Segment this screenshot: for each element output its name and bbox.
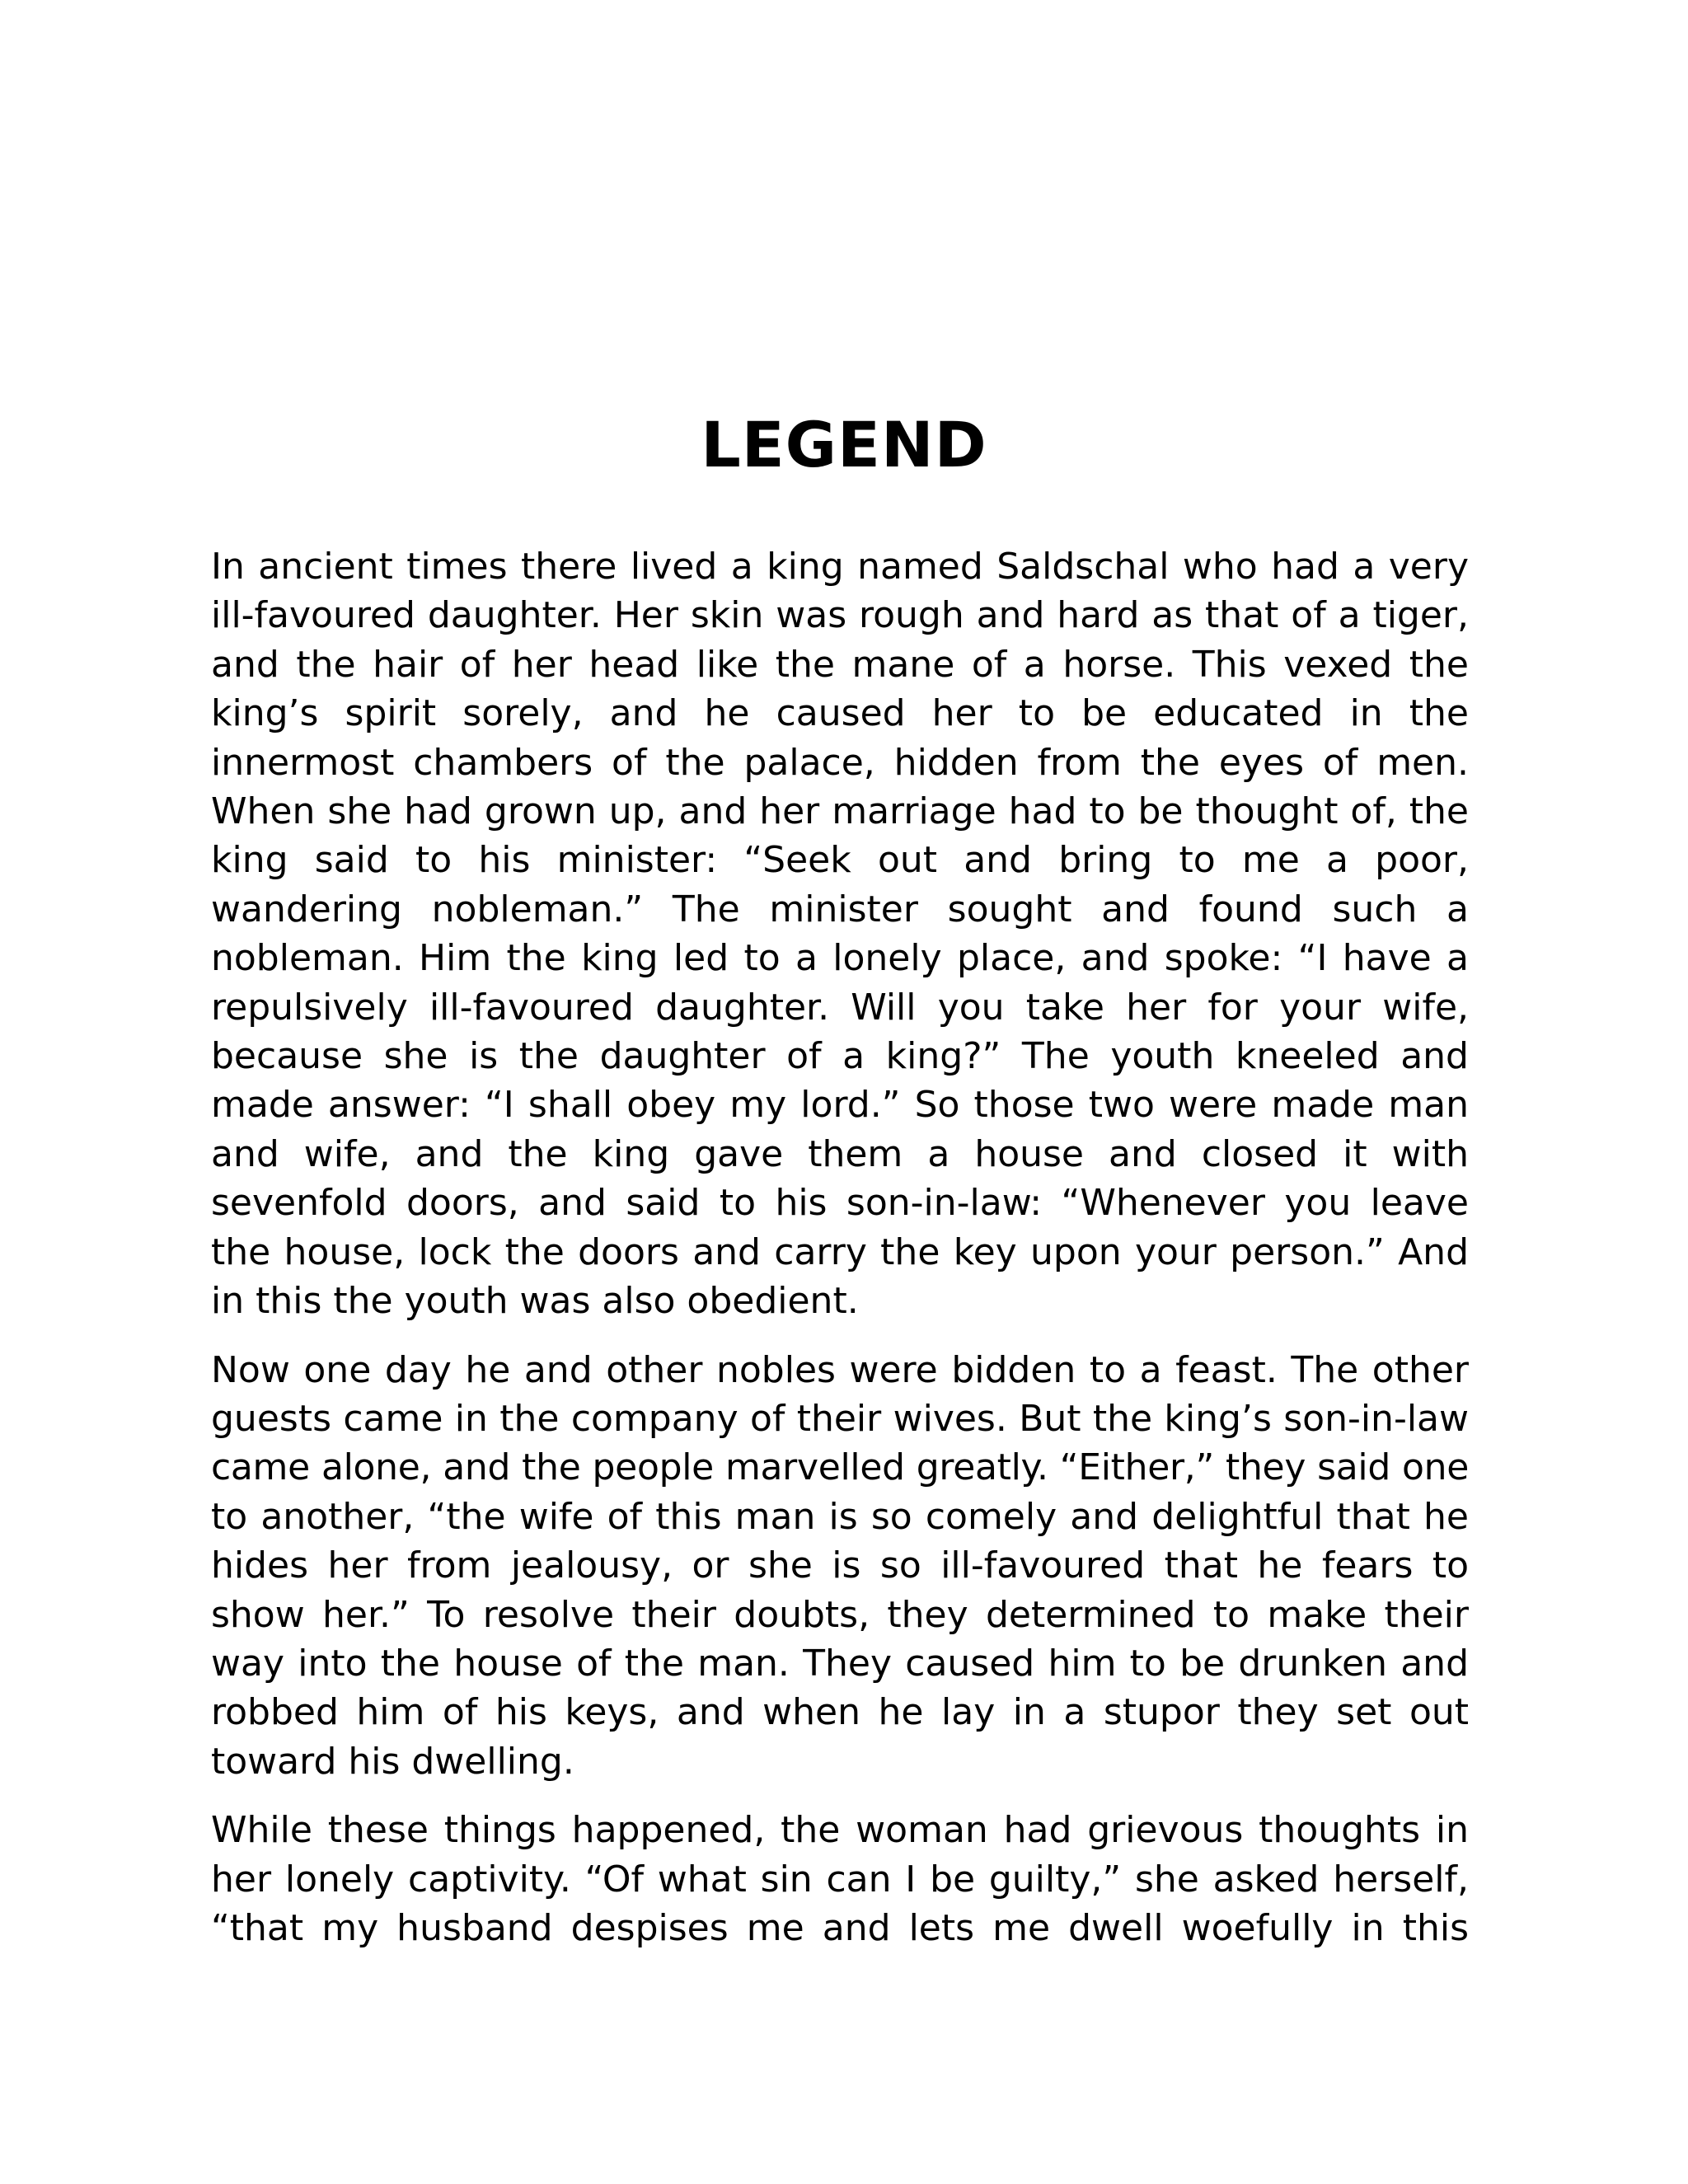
text-line: to another, “the wife of this man is so comely and delightful that he (211, 1495, 1469, 1538)
text-line: When she had grown up, and her marriage had to be thought of, the (211, 790, 1469, 833)
text-line: in this the youth was also obedient. (211, 1280, 859, 1323)
text-line: Now one day he and other nobles were bidden to a feast. The other (211, 1348, 1469, 1391)
text-line: In ancient times there lived a king named Saldschal who had a very (211, 546, 1469, 588)
paragraph-1 (211, 542, 1469, 1326)
text-line: sevenfold doors, and said to his son-in-law: “Whenever you leave (211, 1182, 1469, 1225)
text-line: “that my husband despises me and lets me dwell woefully in this (211, 1906, 1469, 1949)
text-line: toward his dwelling. (211, 1740, 574, 1783)
text-line: robbed him of his keys, and when he lay in a stupor they set out (211, 1691, 1469, 1734)
text-line: innermost chambers of the palace, hidden from the eyes of men. (211, 741, 1469, 784)
text-line: While these things happened, the woman had grievous thoughts in (211, 1809, 1469, 1852)
text-line: hides her from jealousy, or she is so ill-favoured that he fears to (211, 1544, 1469, 1587)
text-line: ill-favoured daughter. Her skin was rough and hard as that of a tiger, (211, 594, 1469, 637)
page-title: LEGEND (701, 408, 987, 481)
text-line: way into the house of the man. They caused him to be drunken and (211, 1642, 1469, 1685)
text-line: guests came in the company of their wives. But the king’s son-in-law (211, 1397, 1469, 1440)
text-line: king’s spirit sorely, and he caused her to be educated in the (211, 692, 1469, 735)
paragraph-3 (211, 1806, 1469, 1952)
text-line: her lonely captivity. “Of what sin can I be guilty,” she asked herself, (211, 1858, 1469, 1900)
paragraph-2 (211, 1346, 1469, 1787)
text-line: because she is the daughter of a king?” The youth kneeled and (211, 1035, 1469, 1078)
text-line: made answer: “I shall obey my lord.” So those two were made man (211, 1084, 1469, 1127)
text-line: and the hair of her head like the mane of a horse. This vexed the (211, 643, 1469, 686)
text-line: wandering nobleman.” The minister sought and found such a (211, 888, 1469, 930)
text-line: and wife, and the king gave them a house and closed it with (211, 1132, 1469, 1175)
text-line: show her.” To resolve their doubts, they determined to make their (211, 1593, 1469, 1636)
text-line: the house, lock the doors and carry the key upon your person.” And (211, 1230, 1469, 1273)
text-line: came alone, and the people marvelled greatly. “Either,” they said one (211, 1446, 1469, 1489)
body-text (211, 542, 1469, 1972)
text-line: repulsively ill-favoured daughter. Will you take her for your wife, (211, 986, 1469, 1029)
text-line: nobleman. Him the king led to a lonely place, and spoke: “I have a (211, 937, 1469, 980)
text-line: king said to his minister: “Seek out and bring to me a poor, (211, 839, 1469, 882)
